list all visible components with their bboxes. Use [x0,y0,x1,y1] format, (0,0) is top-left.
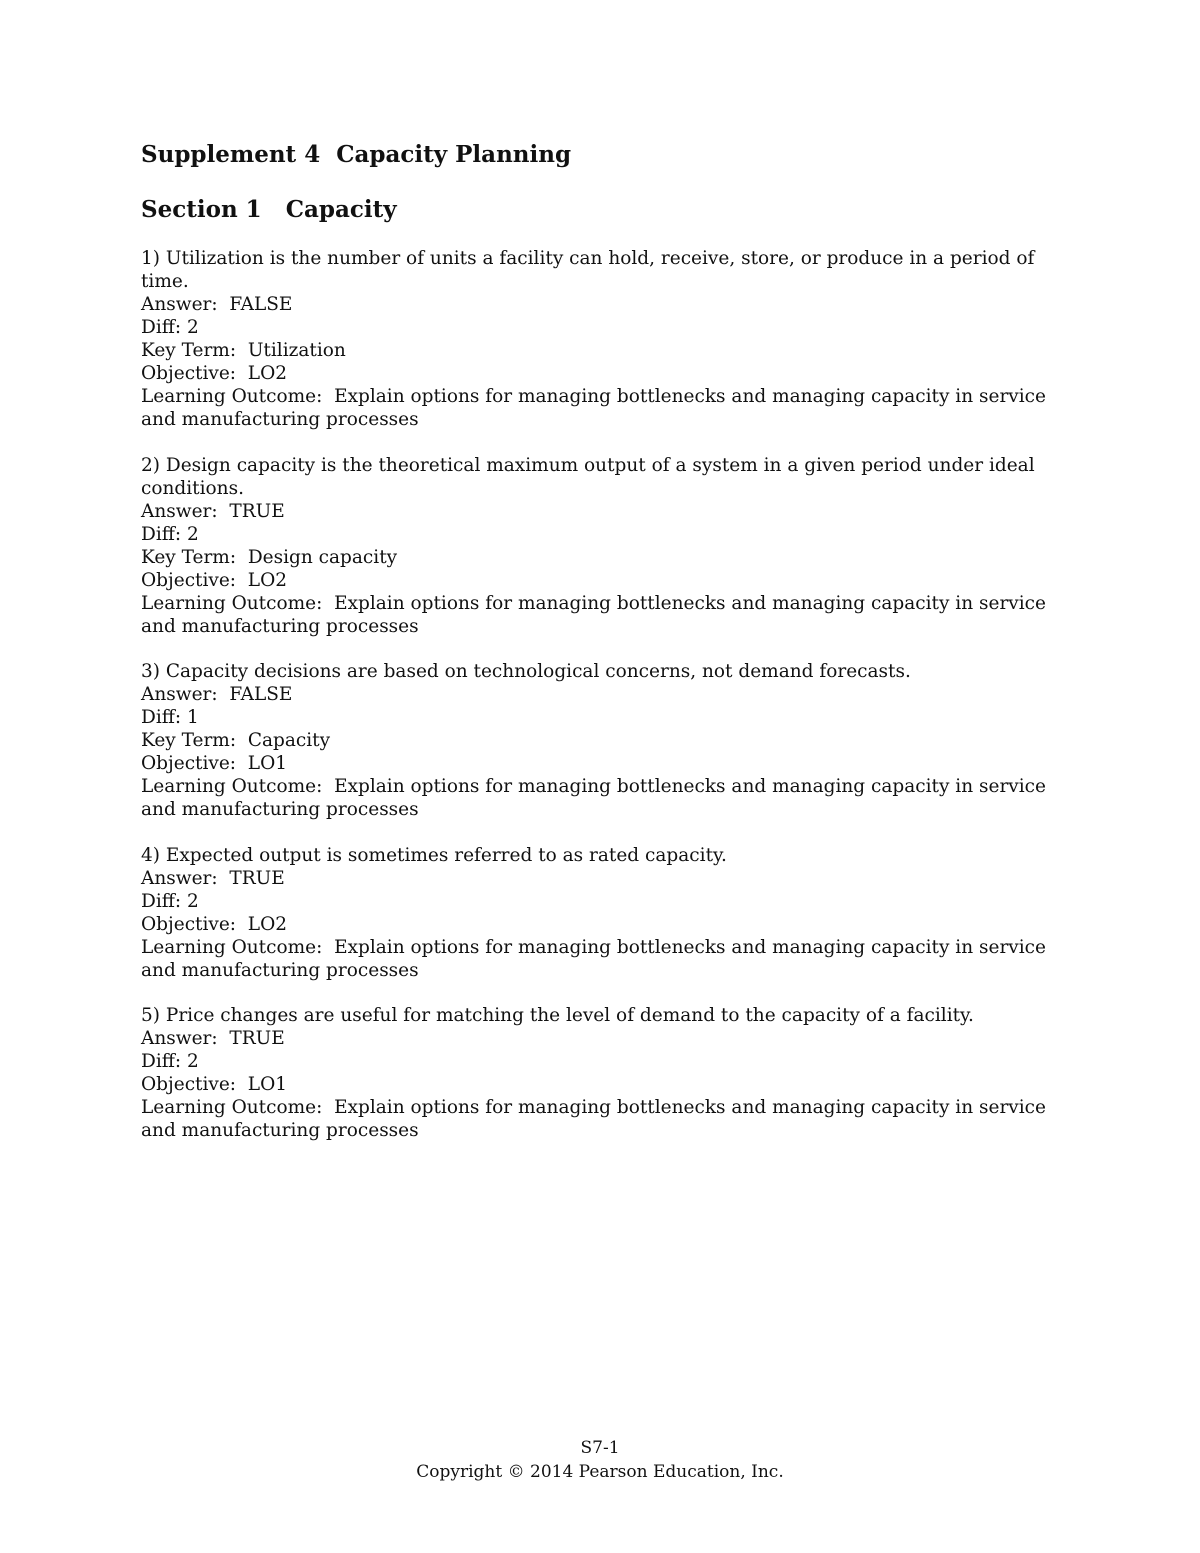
question-objective: Objective: LO2 [141,569,288,591]
copyright-notice: Copyright © 2014 Pearson Education, Inc. [416,1462,784,1482]
question-answer: Answer: FALSE [141,294,293,315]
question-learning-outcome: Learning Outcome: Explain options for managing bottlenecks and managing capacity in service and manufacturing processes [141,776,1052,820]
question-objective: Objective: LO2 [141,363,288,384]
question-5 [141,1004,1061,1142]
question-diff: Diff: 2 [141,523,199,545]
question-3 [141,660,1061,821]
question-text: 1) Utilization is the number of units a facility can hold, receive, store, or produce in a period of time. [141,248,1041,292]
question-diff: Diff: 1 [141,707,199,728]
question-key-term: Key Term: Design capacity [141,546,398,568]
question-objective: Objective: LO2 [141,913,288,935]
question-text: 2) Design capacity is the theoretical maximum output of a system in a given period under ideal conditions. [141,454,1041,499]
question-learning-outcome: Learning Outcome: Explain options for managing bottlenecks and managing capacity in service and manufacturing processes [141,936,1052,981]
question-text: 3) Capacity decisions are based on technological concerns, not demand forecasts. [141,661,911,682]
question-learning-outcome: Learning Outcome: Explain options for managing bottlenecks and managing capacity in service and manufacturing processes [141,592,1052,637]
question-diff: Diff: 2 [141,317,199,338]
question-text: 4) Expected output is sometimes referred to as rated capacity. [141,844,727,866]
question-learning-outcome: Learning Outcome: Explain options for managing bottlenecks and managing capacity in service and manufacturing processes [141,1097,1052,1141]
section-title: Section 1 Capacity [141,196,397,223]
page-number: S7-1 [580,1438,620,1458]
question-answer: Answer: TRUE [141,500,285,522]
question-answer: Answer: TRUE [141,1028,285,1049]
question-text: 5) Price changes are useful for matching the level of demand to the capacity of a facility. [141,1005,974,1026]
question-objective: Objective: LO1 [141,1074,288,1095]
question-learning-outcome: Learning Outcome: Explain options for managing bottlenecks and managing capacity in service and manufacturing processes [141,386,1052,430]
page-content [141,140,1061,1165]
question-objective: Objective: LO1 [141,753,288,774]
question-key-term: Key Term: Capacity [141,730,331,751]
question-answer: Answer: TRUE [141,867,285,889]
question-diff: Diff: 2 [141,890,199,912]
question-diff: Diff: 2 [141,1051,199,1072]
document-title: Supplement 4 Capacity Planning [141,141,572,168]
question-answer: Answer: FALSE [141,684,293,705]
question-2 [141,454,1061,638]
question-1 [141,247,1061,431]
question-key-term: Key Term: Utilization [141,340,346,361]
question-4 [141,844,1061,982]
